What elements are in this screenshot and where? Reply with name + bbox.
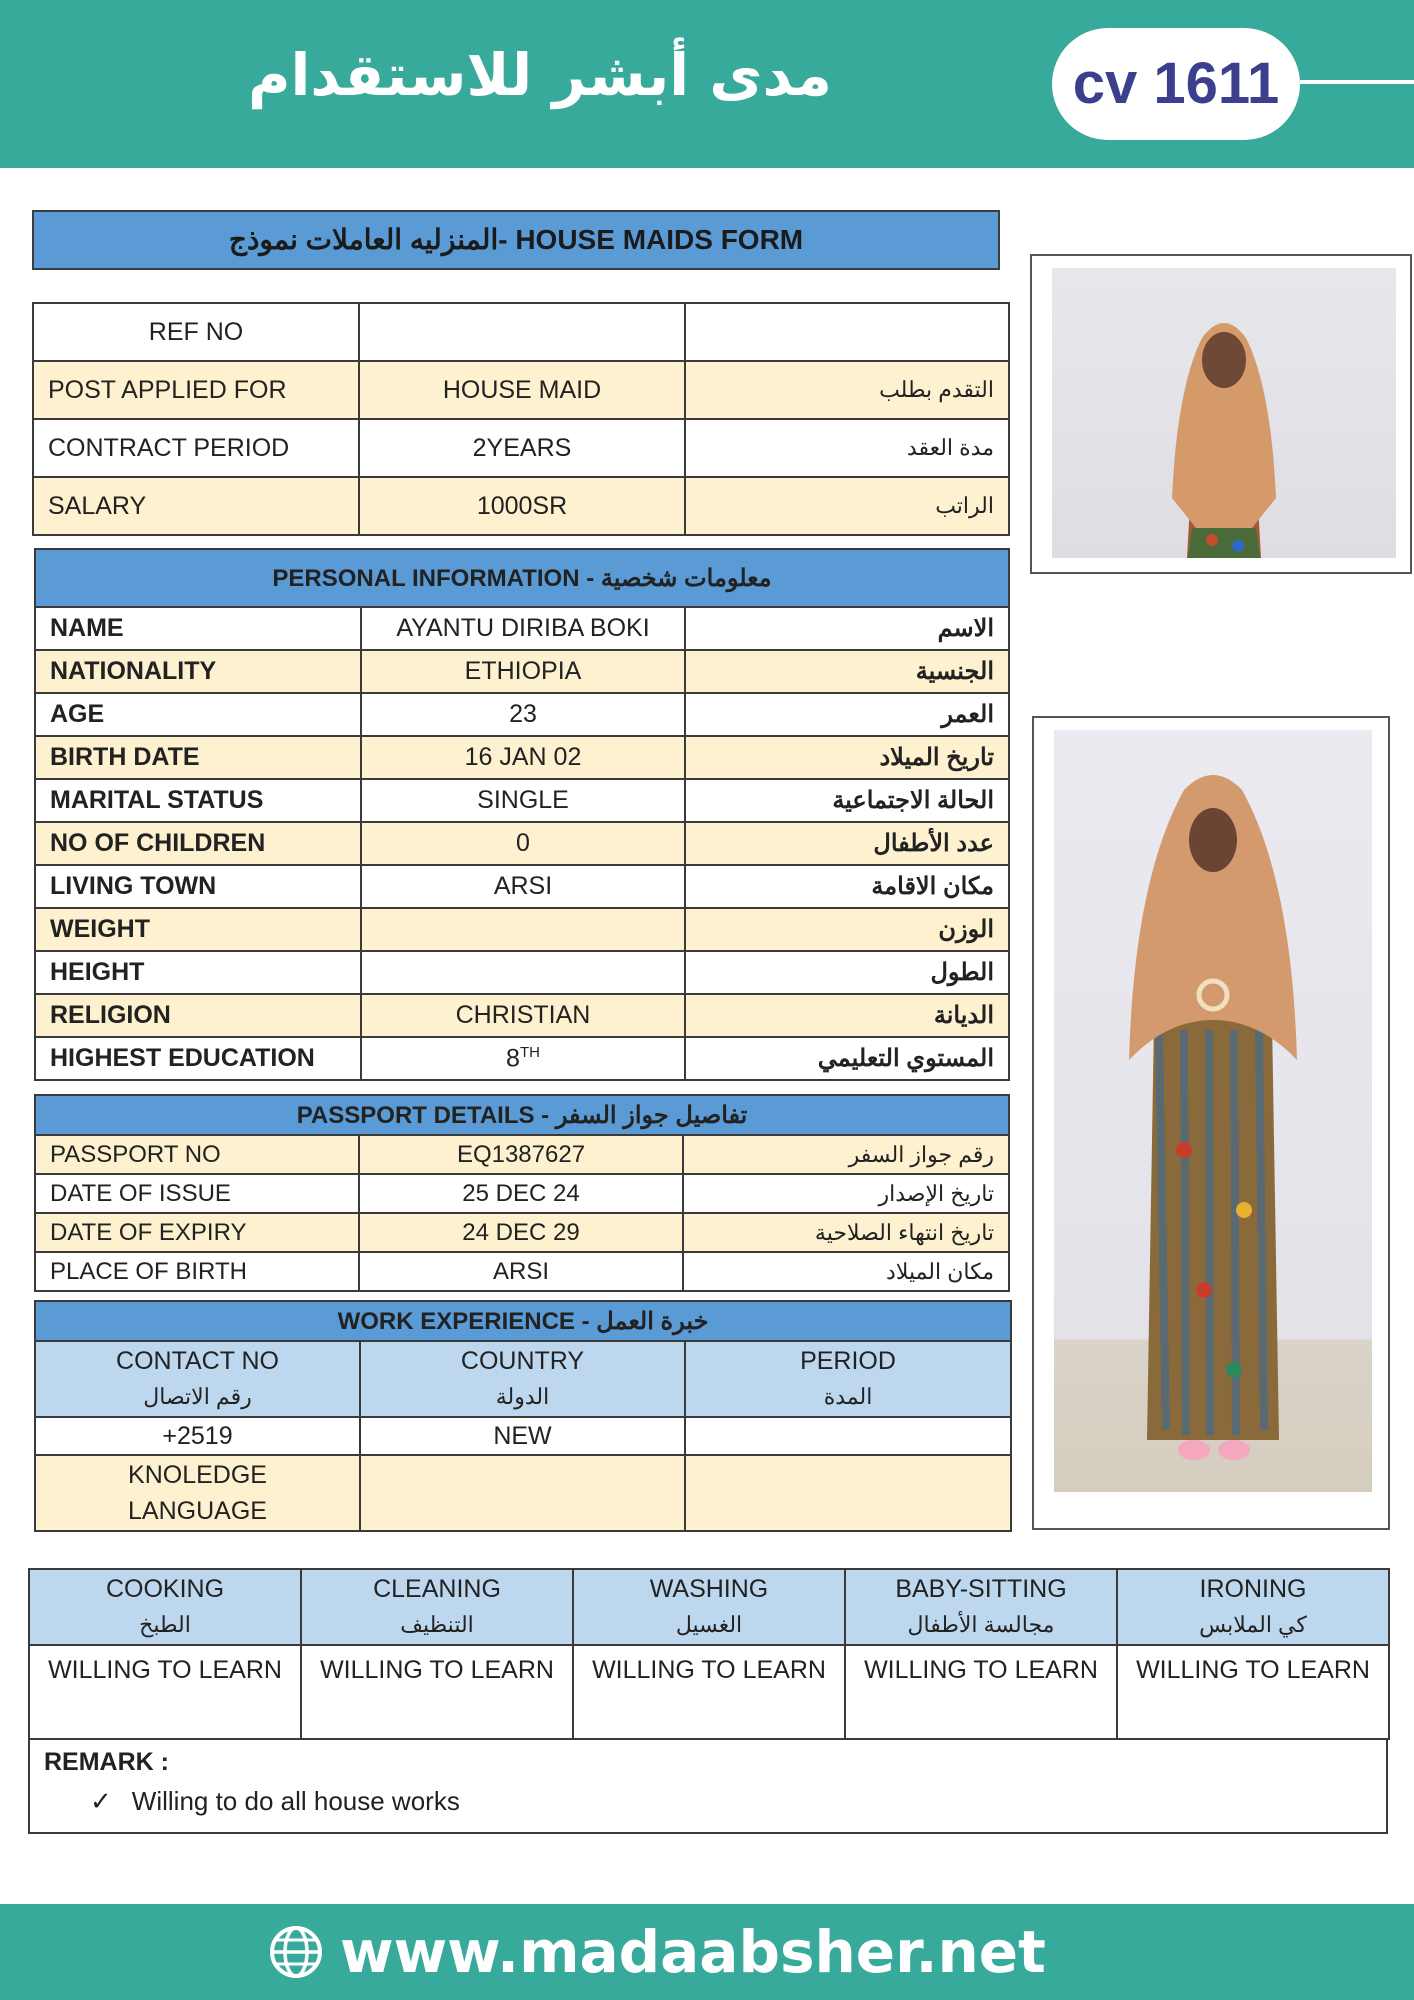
personal-row	[35, 822, 1009, 865]
skills-header-row	[29, 1569, 1389, 1645]
personal-label-ar: الطول	[685, 951, 1009, 994]
personal-value-suffix: TH	[519, 1043, 540, 1061]
passport-row	[35, 1252, 1009, 1291]
personal-info-header: PERSONAL INFORMATION - معلومات شخصية	[35, 549, 1009, 607]
passport-value: ARSI	[359, 1252, 683, 1291]
portrait-photo	[1052, 268, 1396, 558]
work-column-header	[360, 1341, 685, 1417]
personal-row	[35, 865, 1009, 908]
passport-value: EQ1387627	[359, 1135, 683, 1174]
work-column-ar: رقم الاتصال	[143, 1384, 252, 1409]
personal-row	[35, 650, 1009, 693]
work-cell: +2519	[35, 1417, 360, 1455]
job-value: HOUSE MAID	[359, 361, 685, 419]
skill-header	[301, 1569, 573, 1645]
check-icon: ✓	[90, 1786, 112, 1816]
job-row	[33, 303, 1009, 361]
job-label-ar	[685, 303, 1009, 361]
personal-label: NATIONALITY	[35, 650, 361, 693]
job-label-ar: مدة العقد	[685, 419, 1009, 477]
work-experience-table	[34, 1300, 1012, 1532]
personal-value-text: 0	[516, 829, 530, 857]
globe-icon	[268, 1924, 324, 1980]
full-body-photo-frame	[1032, 716, 1390, 1530]
personal-label-ar: الاسم	[685, 607, 1009, 650]
passport-label: PASSPORT NO	[35, 1135, 359, 1174]
brand-name: مدى أبشر للاستقدام	[248, 41, 832, 109]
skill-name-en: COOKING	[105, 1575, 225, 1603]
passport-label: DATE OF ISSUE	[35, 1174, 359, 1213]
personal-row	[35, 779, 1009, 822]
skill-name-en: BABY-SITTING	[895, 1575, 1067, 1603]
personal-value	[361, 607, 685, 650]
skill-header	[573, 1569, 845, 1645]
passport-label-ar: تاريخ الإصدار	[683, 1174, 1009, 1213]
passport-label: PLACE OF BIRTH	[35, 1252, 359, 1291]
full-body-photo	[1054, 730, 1372, 1492]
form-title: المنزليه العاملات نموذج- HOUSE MAIDS FORM	[32, 210, 1000, 270]
job-row	[33, 477, 1009, 535]
remark-item	[90, 1786, 460, 1817]
skill-header	[1117, 1569, 1389, 1645]
work-column-header	[685, 1341, 1011, 1417]
job-row	[33, 361, 1009, 419]
skill-name-en: IRONING	[1199, 1575, 1307, 1603]
job-row	[33, 419, 1009, 477]
portrait-figure-icon	[1052, 268, 1396, 558]
passport-details-table	[34, 1094, 1010, 1292]
passport-details-header: PASSPORT DETAILS - تفاصيل جواز السفر	[35, 1095, 1009, 1135]
personal-value	[361, 1037, 685, 1080]
skill-name-en: CLEANING	[373, 1575, 501, 1603]
work-cell: KNOLEDGE LANGUAGE	[35, 1455, 360, 1531]
personal-label: LIVING TOWN	[35, 865, 361, 908]
personal-row	[35, 994, 1009, 1037]
personal-row	[35, 693, 1009, 736]
personal-row	[35, 908, 1009, 951]
work-column-ar: المدة	[823, 1384, 873, 1409]
job-value: 1000SR	[359, 477, 685, 535]
work-column-en: COUNTRY	[460, 1347, 585, 1375]
personal-label: NO OF CHILDREN	[35, 822, 361, 865]
portrait-photo-frame	[1030, 254, 1412, 574]
website-link[interactable]: www.madaabsher.net	[340, 1918, 1046, 1986]
personal-row	[35, 736, 1009, 779]
personal-label-ar: تاريخ الميلاد	[685, 736, 1009, 779]
work-column-en: PERIOD	[800, 1347, 896, 1375]
personal-value-text: ARSI	[493, 872, 553, 900]
personal-label-ar: المستوي التعليمي	[685, 1037, 1009, 1080]
job-details-table	[32, 302, 1010, 536]
passport-row	[35, 1174, 1009, 1213]
personal-label: BIRTH DATE	[35, 736, 361, 779]
personal-label: AGE	[35, 693, 361, 736]
work-row	[35, 1455, 1011, 1531]
work-cell	[360, 1455, 685, 1531]
work-cell: NEW	[360, 1417, 685, 1455]
remark-box	[28, 1740, 1388, 1834]
personal-label: WEIGHT	[35, 908, 361, 951]
job-label: POST APPLIED FOR	[33, 361, 359, 419]
job-value	[359, 303, 685, 361]
personal-row	[35, 607, 1009, 650]
skill-name-ar: مجالسة الأطفال	[907, 1612, 1055, 1637]
personal-label-ar: الوزن	[685, 908, 1009, 951]
skill-value: WILLING TO LEARN	[301, 1645, 573, 1739]
cv-divider-line	[1300, 80, 1414, 84]
skill-value: WILLING TO LEARN	[1117, 1645, 1389, 1739]
passport-label-ar: تاريخ انتهاء الصلاحية	[683, 1213, 1009, 1252]
full-body-figure-icon	[1054, 730, 1372, 1492]
personal-value-text: SINGLE	[477, 786, 569, 814]
job-label: CONTRACT PERIOD	[33, 419, 359, 477]
passport-value: 25 DEC 24	[359, 1174, 683, 1213]
job-value: 2YEARS	[359, 419, 685, 477]
skill-name-ar: الغسيل	[675, 1612, 743, 1637]
skill-name-en: WASHING	[649, 1575, 769, 1603]
passport-value: 24 DEC 29	[359, 1213, 683, 1252]
personal-label: RELIGION	[35, 994, 361, 1037]
work-columns-row	[35, 1341, 1011, 1417]
personal-label: MARITAL STATUS	[35, 779, 361, 822]
work-cell	[685, 1417, 1011, 1455]
personal-value-text: 8	[506, 1044, 520, 1073]
personal-value-text: CHRISTIAN	[455, 1001, 591, 1029]
skill-name-ar: كي الملابس	[1199, 1612, 1307, 1637]
passport-label: DATE OF EXPIRY	[35, 1213, 359, 1252]
passport-row	[35, 1213, 1009, 1252]
work-cell	[685, 1455, 1011, 1531]
personal-value	[361, 693, 685, 736]
personal-label: NAME	[35, 607, 361, 650]
personal-value	[361, 994, 685, 1037]
personal-label-ar: العمر	[685, 693, 1009, 736]
work-experience-header: WORK EXPERIENCE - خبرة العمل	[35, 1301, 1011, 1341]
job-label-ar: التقدم بطلب	[685, 361, 1009, 419]
personal-value	[361, 650, 685, 693]
job-label: SALARY	[33, 477, 359, 535]
remark-title: REMARK :	[44, 1748, 169, 1776]
work-row	[35, 1417, 1011, 1455]
personal-label-ar: الجنسية	[685, 650, 1009, 693]
passport-row	[35, 1135, 1009, 1174]
work-column-header	[35, 1341, 360, 1417]
passport-label-ar: رقم جواز السفر	[683, 1135, 1009, 1174]
personal-label-ar: مكان الاقامة	[685, 865, 1009, 908]
skills-table	[28, 1568, 1390, 1740]
personal-value	[361, 822, 685, 865]
job-label: REF NO	[33, 303, 359, 361]
passport-label-ar: مكان الميلاد	[683, 1252, 1009, 1291]
cv-number-badge: cv 1611	[1052, 28, 1300, 140]
skill-value: WILLING TO LEARN	[573, 1645, 845, 1739]
personal-value-text: 16 JAN 02	[464, 743, 582, 771]
personal-value	[361, 865, 685, 908]
job-label-ar: الراتب	[685, 477, 1009, 535]
personal-info-table	[34, 548, 1010, 1081]
personal-label-ar: عدد الأطفال	[685, 822, 1009, 865]
work-column-ar: الدولة	[495, 1384, 550, 1409]
personal-label: HEIGHT	[35, 951, 361, 994]
personal-value-text: 23	[509, 700, 537, 728]
skills-value-row	[29, 1645, 1389, 1739]
skill-header	[845, 1569, 1117, 1645]
personal-label-ar: الديانة	[685, 994, 1009, 1037]
personal-value	[361, 736, 685, 779]
personal-row	[35, 951, 1009, 994]
skill-value: WILLING TO LEARN	[29, 1645, 301, 1739]
personal-value	[361, 951, 685, 994]
skill-name-ar: التنظيف	[400, 1612, 474, 1637]
personal-row	[35, 1037, 1009, 1080]
personal-label-ar: الحالة الاجتماعية	[685, 779, 1009, 822]
skill-value: WILLING TO LEARN	[845, 1645, 1117, 1739]
personal-value	[361, 908, 685, 951]
work-column-en: CONTACT NO	[116, 1347, 279, 1375]
personal-value	[361, 779, 685, 822]
personal-value-text: AYANTU DIRIBA BOKI	[396, 614, 650, 642]
personal-label: HIGHEST EDUCATION	[35, 1037, 361, 1080]
skill-name-ar: الطبخ	[139, 1612, 191, 1637]
remark-text: Willing to do all house works	[131, 1786, 460, 1816]
personal-value-text: ETHIOPIA	[464, 657, 582, 685]
skill-header	[29, 1569, 301, 1645]
